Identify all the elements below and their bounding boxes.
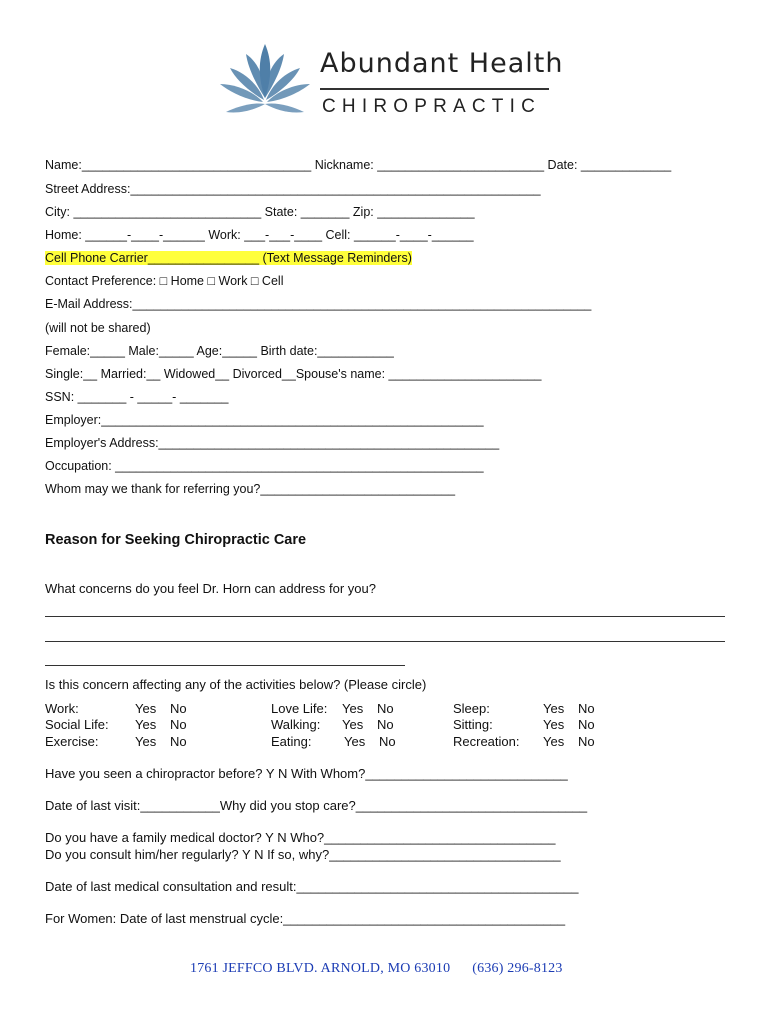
phone-numbers-field[interactable]: Home: ______-____-______ Work: ___-___-____ Cell: ______-____-______ (45, 228, 474, 242)
activity-yes[interactable]: Yes (543, 717, 565, 732)
activity-no[interactable]: No (170, 717, 187, 732)
last-consultation-field[interactable]: Date of last medical consultation and result:_______________________________________ (45, 879, 579, 894)
lotus-icon (218, 40, 312, 126)
concerns-question: What concerns do you feel Dr. Horn can address for you? (45, 581, 376, 596)
activity-label: Sitting: (453, 717, 493, 732)
email-note: (will not be shared) (45, 321, 151, 335)
ssn-field[interactable]: SSN: _______ - _____- _______ (45, 390, 229, 404)
activity-label: Sleep: (453, 701, 490, 716)
cell-carrier-field[interactable] (45, 251, 412, 266)
contact-preference-field[interactable]: Contact Preference: □ Home □ Work □ Cell (45, 274, 284, 288)
activity-yes[interactable]: Yes (342, 717, 364, 732)
activity-no[interactable]: No (578, 701, 595, 716)
activity-label: Exercise: (45, 734, 99, 749)
consult-regularly-field[interactable]: Do you consult him/her regularly? Y N If so, why?________________________________ (45, 847, 561, 862)
menstrual-cycle-field[interactable]: For Women: Date of last menstrual cycle:_______________________________________ (45, 911, 566, 926)
occupation-field[interactable]: Occupation: _____________________________________________________ (45, 459, 484, 473)
seen-chiropractor-field[interactable]: Have you seen a chiropractor before? Y N With Whom?____________________________ (45, 766, 568, 781)
footer-phone: (636) 296-8123 (472, 961, 563, 976)
activity-label: Eating: (271, 734, 312, 749)
section-title: Reason for Seeking Chiropractic Care (45, 532, 307, 548)
clinic-logo (218, 40, 564, 126)
email-field[interactable]: E-Mail Address:__________________________________________________________________ (45, 297, 592, 311)
activity-yes[interactable]: Yes (342, 701, 364, 716)
demographics-field[interactable]: Female:_____ Male:_____ Age:_____ Birth date:___________ (45, 344, 394, 358)
concerns-answer-line[interactable] (45, 665, 405, 666)
concerns-answer-line[interactable] (45, 641, 725, 642)
activity-no[interactable]: No (170, 701, 187, 716)
activity-label: Social Life: (45, 717, 109, 732)
name-field[interactable]: Name:_________________________________ Nickname: ________________________ Date: _____________ (45, 158, 672, 172)
footer (190, 961, 563, 977)
activity-yes[interactable]: Yes (543, 734, 565, 749)
activity-label: Walking: (271, 717, 321, 732)
employer-field[interactable]: Employer:_______________________________________________________ (45, 413, 484, 427)
activity-label: Work: (45, 701, 79, 716)
city-state-zip-field[interactable]: City: ___________________________ State: _______ Zip: ______________ (45, 205, 475, 219)
marital-status-field[interactable]: Single:__ Married:__ Widowed__ Divorced__Spouse's name: ______________________ (45, 367, 542, 381)
activity-yes[interactable]: Yes (135, 717, 157, 732)
brand-divider (320, 88, 549, 90)
referral-field[interactable]: Whom may we thank for referring you?____________________________ (45, 482, 456, 496)
concerns-answer-line[interactable] (45, 616, 725, 617)
activities-question: Is this concern affecting any of the activities below? (Please circle) (45, 677, 427, 692)
employer-address-field[interactable]: Employer's Address:_________________________________________________ (45, 436, 500, 450)
last-visit-field[interactable]: Date of last visit:___________Why did you stop care?________________________________ (45, 798, 588, 813)
activity-yes[interactable]: Yes (344, 734, 366, 749)
brand-subtitle: CHIROPRACTIC (322, 96, 542, 117)
activity-no[interactable]: No (377, 717, 394, 732)
activity-no[interactable]: No (578, 734, 595, 749)
cell-carrier-highlight: Cell Phone Carrier________________ (Text Message Reminders) (45, 251, 412, 265)
activity-no[interactable]: No (379, 734, 396, 749)
street-address-field[interactable]: Street Address:___________________________________________________________ (45, 182, 541, 196)
activity-label: Recreation: (453, 734, 520, 749)
activity-yes[interactable]: Yes (543, 701, 565, 716)
activity-no[interactable]: No (578, 717, 595, 732)
activity-no[interactable]: No (170, 734, 187, 749)
brand-name: Abundant Health (320, 48, 564, 79)
activity-yes[interactable]: Yes (135, 734, 157, 749)
family-doctor-field[interactable]: Do you have a family medical doctor? Y N Who?________________________________ (45, 830, 556, 845)
footer-address: 1761 JEFFCO BLVD. ARNOLD, MO 63010 (190, 961, 451, 976)
activity-no[interactable]: No (377, 701, 394, 716)
activity-yes[interactable]: Yes (135, 701, 157, 716)
activity-label: Love Life: (271, 701, 328, 716)
